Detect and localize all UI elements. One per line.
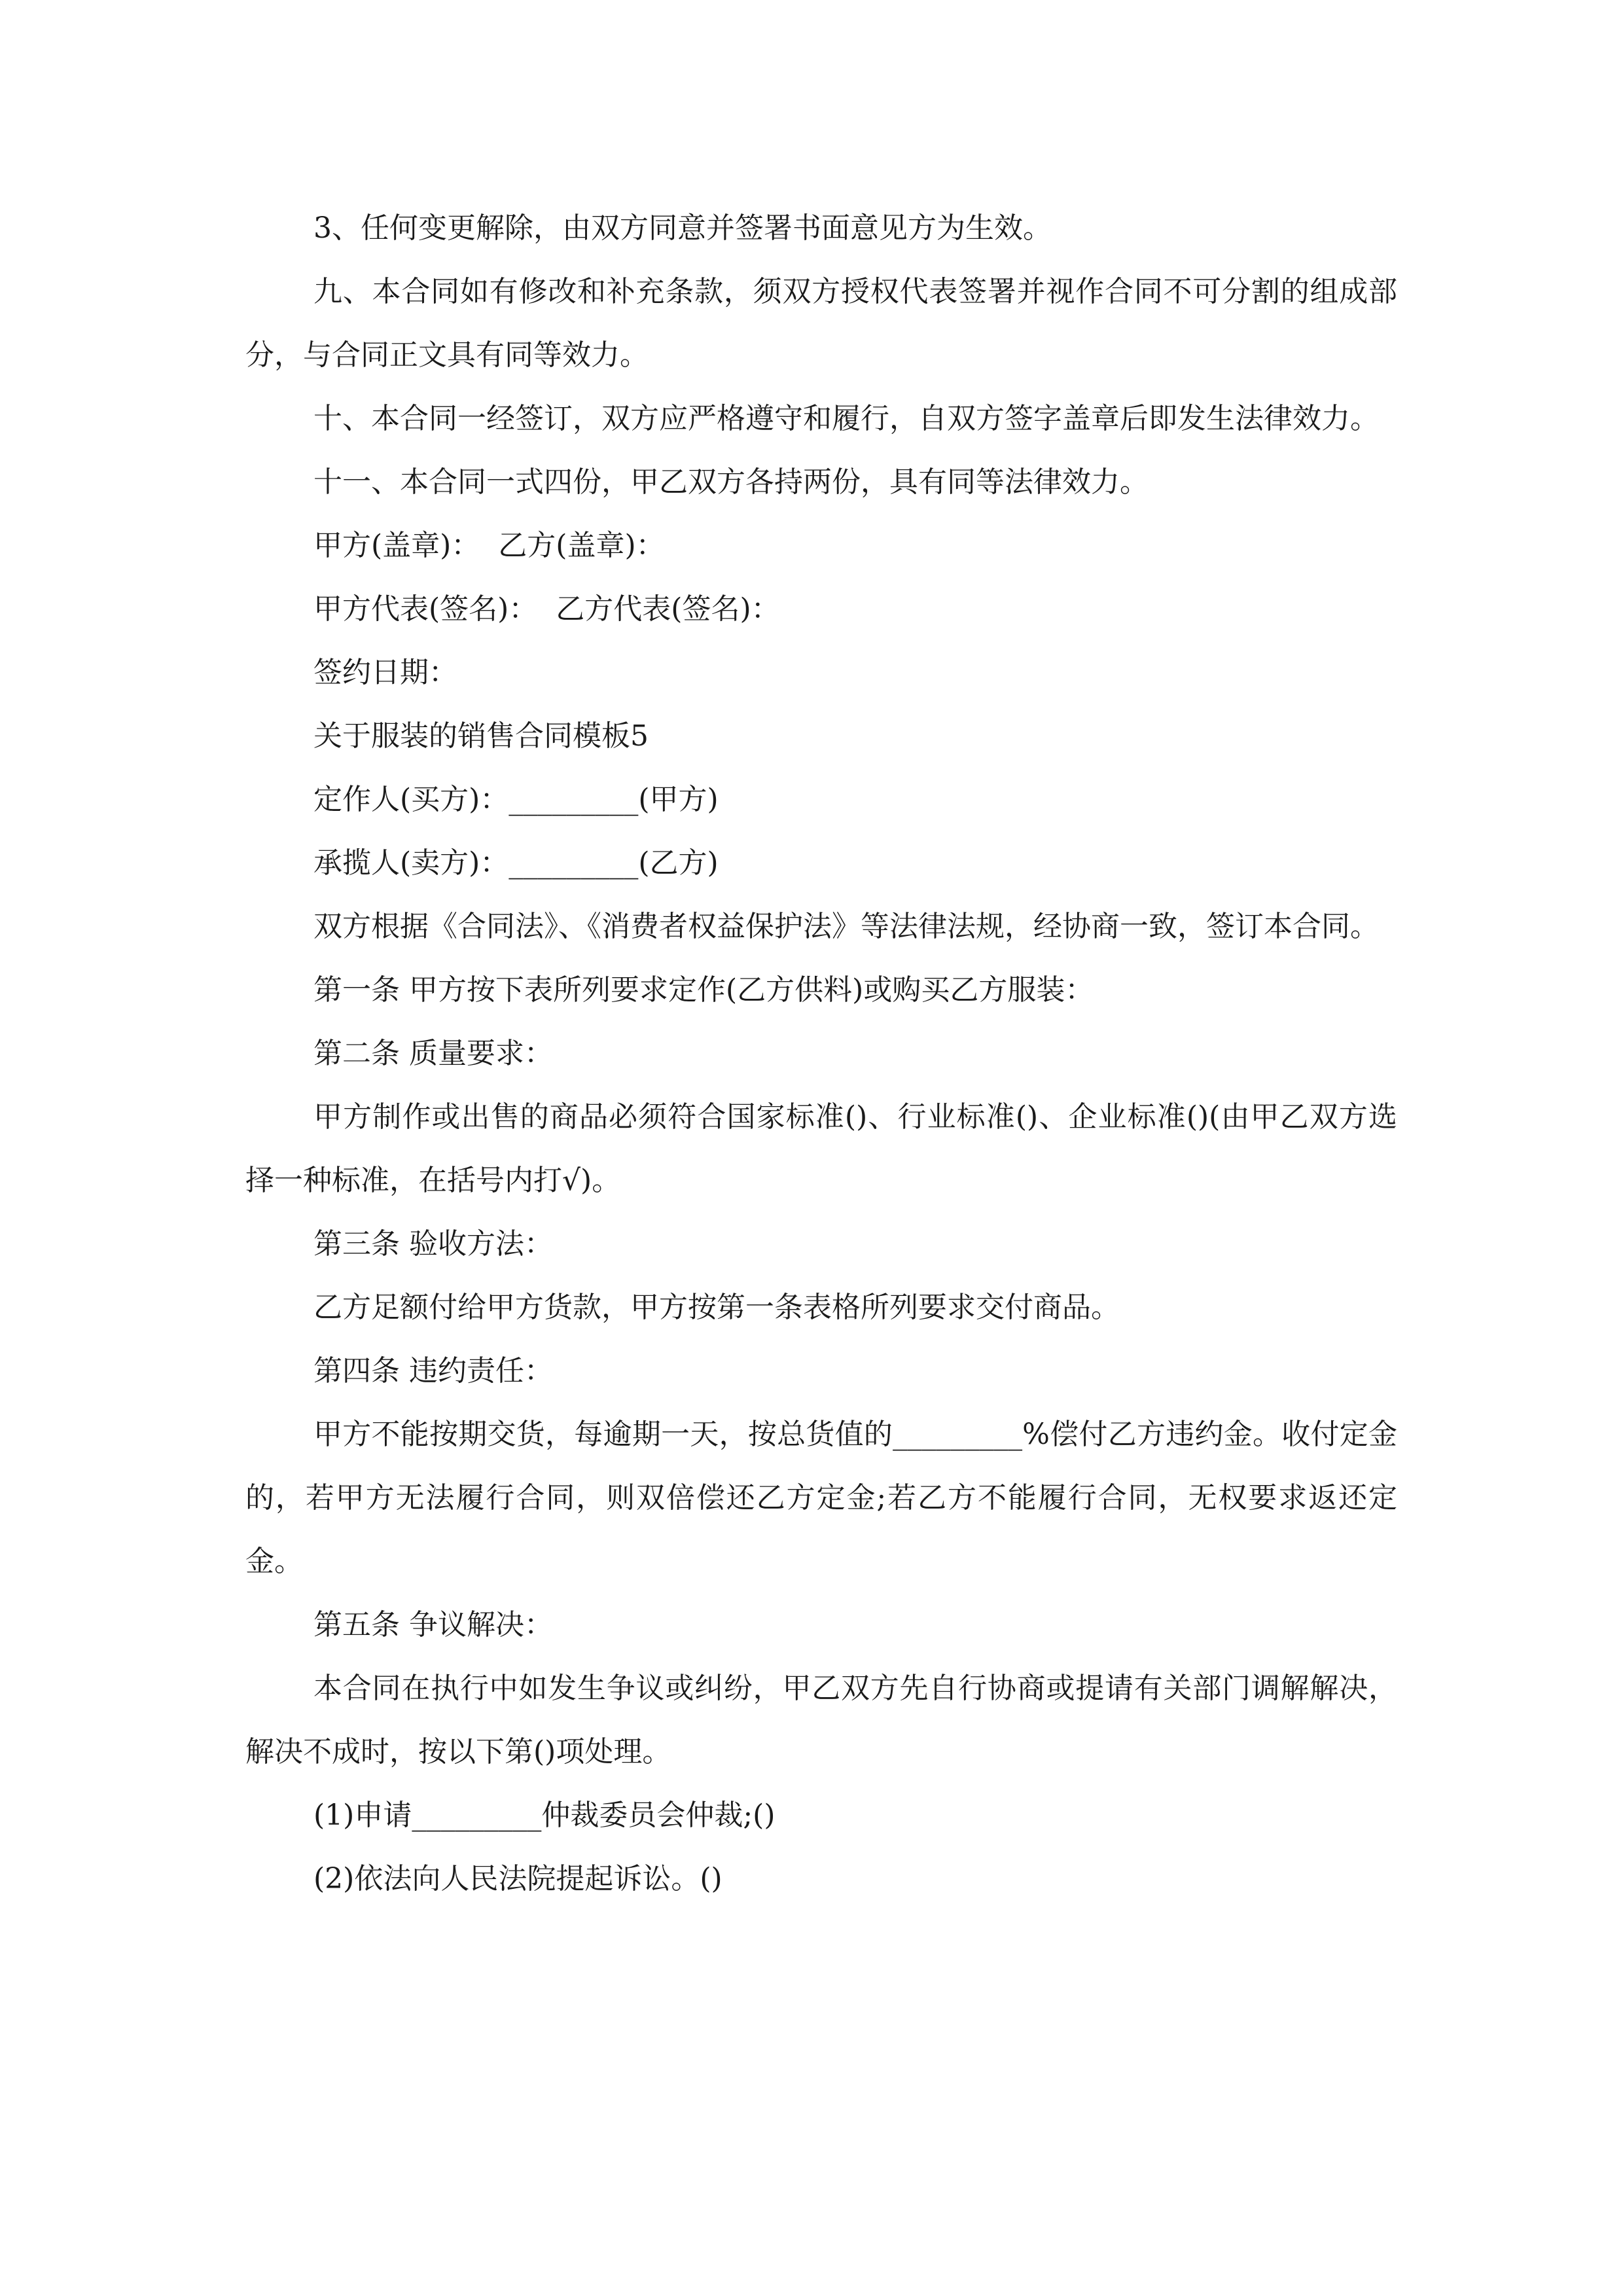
article-1: 第一条 甲方按下表所列要求定作(乙方供料)或购买乙方服装： [313, 973, 1094, 1007]
article-3-heading: 第三条 验收方法： [313, 1227, 553, 1261]
article-4-heading: 第四条 违约责任： [313, 1354, 553, 1388]
article-5-option-1: (1)申请_________仲裁委员会仲裁;() [313, 1799, 776, 1832]
seal-line: 甲方(盖章)： 乙方(盖章)： [313, 529, 665, 562]
article-2-heading: 第二条 质量要求： [313, 1037, 553, 1070]
sign-date: 签约日期： [313, 656, 457, 689]
seller-line: 承揽人(卖方)：_________(乙方) [313, 846, 719, 880]
article-2-body: 甲方制作或出售的商品必须符合国家标准()、行业标准()、企业标准()(由甲乙双方选择一种标准，在括号内打√)。 [245, 1100, 1397, 1197]
clause-11-copies: 十一、本合同一式四份，甲乙双方各持两份，具有同等法律效力。 [313, 465, 1149, 499]
article-5-heading: 第五条 争议解决： [313, 1608, 553, 1641]
clause-3-change: 3、任何变更解除，由双方同意并签署书面意见方为生效。 [313, 211, 1052, 245]
article-5-option-2: (2)依法向人民法院提起诉讼。() [313, 1862, 722, 1895]
article-5-body: 本合同在执行中如发生争议或纠纷，甲乙双方先自行协商或提请有关部门调解解决，解决不成时，按以下第()项处理。 [245, 1672, 1397, 1768]
document-body [245, 196, 1397, 1910]
buyer-line: 定作人(买方)：_________(甲方) [313, 783, 719, 816]
template-title: 关于服装的销售合同模板5 [313, 719, 649, 753]
article-4-body: 甲方不能按期交货，每逾期一天，按总货值的_________%偿付乙方违约金。收付定金的，若甲方无法履行合同，则双倍偿还乙方定金;若乙方不能履行合同，无权要求返还定金。 [245, 1418, 1397, 1578]
clause-9-amendments: 九、本合同如有修改和补充条款，须双方授权代表签署并视作合同不可分割的组成部分，与合同正文具有同等效力。 [245, 275, 1397, 372]
signature-line: 甲方代表(签名)： 乙方代表(签名)： [313, 592, 780, 626]
clause-10-effect: 十、本合同一经签订，双方应严格遵守和履行，自双方签字盖章后即发生法律效力。 [313, 402, 1379, 435]
article-3-body: 乙方足额付给甲方货款，甲方按第一条表格所列要求交付商品。 [313, 1291, 1120, 1324]
preamble: 双方根据《合同法》、《消费者权益保护法》等法律法规，经协商一致，签订本合同。 [313, 910, 1379, 943]
